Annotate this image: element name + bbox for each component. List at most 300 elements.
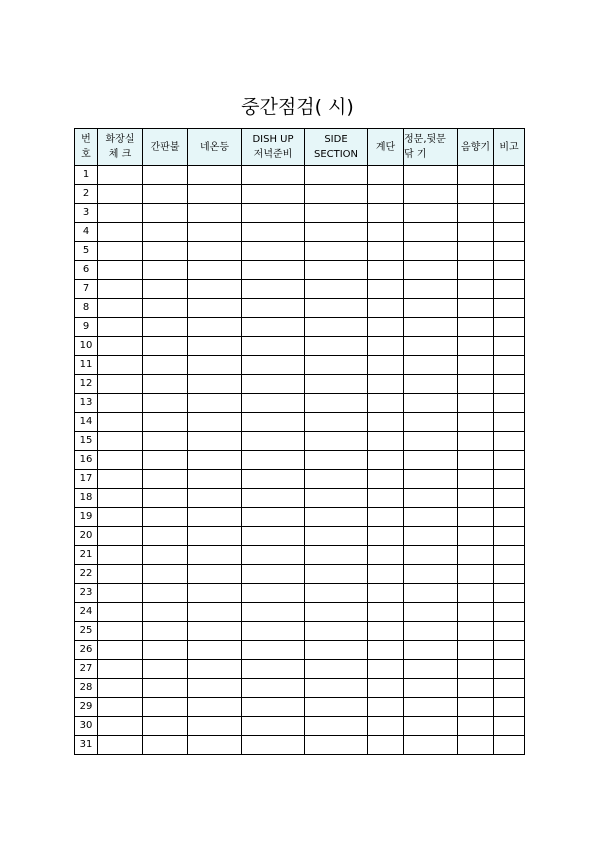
check-cell[interactable] — [143, 470, 188, 489]
check-cell[interactable] — [143, 717, 188, 736]
check-cell[interactable] — [404, 318, 458, 337]
check-cell[interactable] — [143, 356, 188, 375]
check-cell[interactable] — [458, 356, 494, 375]
check-cell[interactable] — [368, 204, 404, 223]
check-cell[interactable] — [404, 565, 458, 584]
check-cell[interactable] — [305, 527, 368, 546]
check-cell[interactable] — [368, 375, 404, 394]
check-cell[interactable] — [458, 660, 494, 679]
check-cell[interactable] — [242, 299, 305, 318]
check-cell[interactable] — [143, 660, 188, 679]
check-cell[interactable] — [143, 185, 188, 204]
check-cell[interactable] — [188, 261, 242, 280]
check-cell[interactable] — [458, 736, 494, 755]
table-row — [75, 546, 525, 565]
check-cell[interactable] — [143, 622, 188, 641]
row-number: 13 — [75, 394, 98, 413]
check-cell[interactable] — [368, 432, 404, 451]
check-cell[interactable] — [404, 451, 458, 470]
check-cell[interactable] — [404, 261, 458, 280]
check-cell[interactable] — [458, 622, 494, 641]
check-cell[interactable] — [305, 337, 368, 356]
check-cell[interactable] — [305, 584, 368, 603]
check-cell[interactable] — [242, 223, 305, 242]
check-cell[interactable] — [143, 489, 188, 508]
check-cell[interactable] — [494, 508, 525, 527]
check-cell[interactable] — [368, 489, 404, 508]
check-cell[interactable] — [494, 375, 525, 394]
check-cell[interactable] — [404, 489, 458, 508]
check-cell[interactable] — [242, 698, 305, 717]
check-cell[interactable] — [494, 261, 525, 280]
check-cell[interactable] — [143, 375, 188, 394]
check-cell[interactable] — [494, 394, 525, 413]
check-cell[interactable] — [242, 660, 305, 679]
check-cell[interactable] — [494, 204, 525, 223]
check-cell[interactable] — [458, 242, 494, 261]
check-cell[interactable] — [305, 432, 368, 451]
check-cell[interactable] — [305, 413, 368, 432]
check-cell[interactable] — [188, 736, 242, 755]
check-cell[interactable] — [368, 166, 404, 185]
check-cell[interactable] — [404, 337, 458, 356]
check-cell[interactable] — [404, 413, 458, 432]
check-cell[interactable] — [368, 679, 404, 698]
check-cell[interactable] — [494, 356, 525, 375]
check-cell[interactable] — [188, 489, 242, 508]
check-cell[interactable] — [188, 242, 242, 261]
check-cell[interactable] — [143, 584, 188, 603]
check-cell[interactable] — [242, 622, 305, 641]
check-cell[interactable] — [368, 641, 404, 660]
check-cell[interactable] — [368, 660, 404, 679]
check-cell[interactable] — [143, 508, 188, 527]
check-cell[interactable] — [143, 641, 188, 660]
check-cell[interactable] — [143, 698, 188, 717]
check-cell[interactable] — [305, 356, 368, 375]
check-cell[interactable] — [404, 204, 458, 223]
check-cell[interactable] — [494, 413, 525, 432]
check-cell[interactable] — [242, 451, 305, 470]
check-cell[interactable] — [458, 375, 494, 394]
check-cell[interactable] — [188, 698, 242, 717]
check-cell[interactable] — [305, 223, 368, 242]
check-cell[interactable] — [458, 717, 494, 736]
check-cell[interactable] — [143, 546, 188, 565]
check-cell[interactable] — [143, 603, 188, 622]
check-cell[interactable] — [404, 679, 458, 698]
check-cell[interactable] — [98, 432, 143, 451]
check-cell[interactable] — [98, 394, 143, 413]
check-cell[interactable] — [305, 717, 368, 736]
check-cell[interactable] — [494, 318, 525, 337]
check-cell[interactable] — [143, 166, 188, 185]
check-cell[interactable] — [98, 318, 143, 337]
check-cell[interactable] — [188, 356, 242, 375]
check-cell[interactable] — [368, 356, 404, 375]
check-cell[interactable] — [242, 375, 305, 394]
check-cell[interactable] — [305, 698, 368, 717]
check-cell[interactable] — [494, 470, 525, 489]
check-cell[interactable] — [404, 603, 458, 622]
check-cell[interactable] — [458, 299, 494, 318]
check-cell[interactable] — [305, 470, 368, 489]
check-cell[interactable] — [368, 470, 404, 489]
check-cell[interactable] — [143, 337, 188, 356]
table-row — [75, 660, 525, 679]
check-cell[interactable] — [368, 318, 404, 337]
check-cell[interactable] — [305, 546, 368, 565]
check-cell[interactable] — [404, 280, 458, 299]
table-row — [75, 280, 525, 299]
check-cell[interactable] — [188, 508, 242, 527]
check-cell[interactable] — [404, 185, 458, 204]
header-restroom-check — [98, 129, 143, 166]
check-cell[interactable] — [143, 432, 188, 451]
check-cell[interactable] — [305, 318, 368, 337]
check-cell[interactable] — [242, 261, 305, 280]
check-cell[interactable] — [188, 546, 242, 565]
check-cell[interactable] — [98, 565, 143, 584]
check-cell[interactable] — [305, 185, 368, 204]
check-cell[interactable] — [368, 394, 404, 413]
check-cell[interactable] — [458, 546, 494, 565]
check-cell[interactable] — [368, 261, 404, 280]
check-cell[interactable] — [494, 698, 525, 717]
check-cell[interactable] — [98, 261, 143, 280]
check-cell[interactable] — [143, 299, 188, 318]
check-cell[interactable] — [305, 736, 368, 755]
check-cell[interactable] — [404, 622, 458, 641]
check-cell[interactable] — [368, 736, 404, 755]
table-row — [75, 356, 525, 375]
check-cell[interactable] — [188, 603, 242, 622]
check-cell[interactable] — [188, 565, 242, 584]
check-cell[interactable] — [404, 166, 458, 185]
check-cell[interactable] — [98, 489, 143, 508]
check-cell[interactable] — [458, 280, 494, 299]
check-cell[interactable] — [98, 622, 143, 641]
check-cell[interactable] — [305, 394, 368, 413]
check-cell[interactable] — [242, 679, 305, 698]
check-cell[interactable] — [368, 527, 404, 546]
check-cell[interactable] — [494, 280, 525, 299]
check-cell[interactable] — [242, 242, 305, 261]
check-cell[interactable] — [494, 166, 525, 185]
check-cell[interactable] — [368, 299, 404, 318]
check-cell[interactable] — [242, 470, 305, 489]
check-cell[interactable] — [143, 413, 188, 432]
row-number: 22 — [75, 565, 98, 584]
check-cell[interactable] — [242, 736, 305, 755]
header-label: 저녁준비 — [253, 149, 293, 160]
check-cell[interactable] — [98, 356, 143, 375]
check-cell[interactable] — [458, 223, 494, 242]
check-cell[interactable] — [143, 204, 188, 223]
check-cell[interactable] — [143, 318, 188, 337]
check-cell[interactable] — [242, 394, 305, 413]
table-row — [75, 603, 525, 622]
check-cell[interactable] — [494, 451, 525, 470]
check-cell[interactable] — [368, 223, 404, 242]
check-cell[interactable] — [494, 660, 525, 679]
check-cell[interactable] — [188, 660, 242, 679]
check-cell[interactable] — [188, 204, 242, 223]
check-cell[interactable] — [305, 565, 368, 584]
check-cell[interactable] — [188, 299, 242, 318]
check-cell[interactable] — [494, 242, 525, 261]
check-cell[interactable] — [242, 603, 305, 622]
row-number: 15 — [75, 432, 98, 451]
check-cell[interactable] — [143, 565, 188, 584]
check-cell[interactable] — [188, 413, 242, 432]
check-cell[interactable] — [98, 166, 143, 185]
check-cell[interactable] — [404, 527, 458, 546]
check-cell[interactable] — [188, 394, 242, 413]
check-cell[interactable] — [188, 641, 242, 660]
check-cell[interactable] — [494, 565, 525, 584]
check-cell[interactable] — [494, 546, 525, 565]
check-cell[interactable] — [305, 451, 368, 470]
check-cell[interactable] — [242, 318, 305, 337]
check-cell[interactable] — [188, 166, 242, 185]
check-cell[interactable] — [305, 679, 368, 698]
check-cell[interactable] — [305, 622, 368, 641]
check-cell[interactable] — [458, 489, 494, 508]
check-cell[interactable] — [242, 546, 305, 565]
check-cell[interactable] — [242, 204, 305, 223]
check-cell[interactable] — [458, 470, 494, 489]
check-cell[interactable] — [242, 641, 305, 660]
check-cell[interactable] — [368, 603, 404, 622]
check-cell[interactable] — [188, 717, 242, 736]
check-cell[interactable] — [143, 527, 188, 546]
check-cell[interactable] — [368, 280, 404, 299]
check-cell[interactable] — [368, 337, 404, 356]
check-cell[interactable] — [242, 584, 305, 603]
check-cell[interactable] — [143, 280, 188, 299]
check-cell[interactable] — [458, 584, 494, 603]
check-cell[interactable] — [458, 261, 494, 280]
row-number: 5 — [75, 242, 98, 261]
check-cell[interactable] — [242, 489, 305, 508]
check-cell[interactable] — [188, 451, 242, 470]
check-cell[interactable] — [98, 660, 143, 679]
check-cell[interactable] — [494, 603, 525, 622]
check-cell[interactable] — [494, 736, 525, 755]
check-cell[interactable] — [98, 717, 143, 736]
check-cell[interactable] — [368, 584, 404, 603]
check-cell[interactable] — [305, 603, 368, 622]
check-cell[interactable] — [494, 527, 525, 546]
check-cell[interactable] — [305, 166, 368, 185]
check-cell[interactable] — [188, 527, 242, 546]
check-cell[interactable] — [98, 375, 143, 394]
check-cell[interactable] — [98, 451, 143, 470]
check-cell[interactable] — [242, 508, 305, 527]
check-cell[interactable] — [458, 451, 494, 470]
check-cell[interactable] — [98, 185, 143, 204]
check-cell[interactable] — [368, 546, 404, 565]
check-cell[interactable] — [494, 584, 525, 603]
check-cell[interactable] — [458, 527, 494, 546]
row-number: 21 — [75, 546, 98, 565]
check-cell[interactable] — [305, 261, 368, 280]
check-cell[interactable] — [188, 280, 242, 299]
check-cell[interactable] — [404, 736, 458, 755]
check-cell[interactable] — [188, 223, 242, 242]
check-cell[interactable] — [494, 641, 525, 660]
table-row — [75, 565, 525, 584]
check-cell[interactable] — [404, 432, 458, 451]
check-cell[interactable] — [458, 166, 494, 185]
header-label: DISH UP — [252, 134, 294, 145]
check-cell[interactable] — [188, 584, 242, 603]
check-cell[interactable] — [305, 204, 368, 223]
check-cell[interactable] — [458, 698, 494, 717]
check-cell[interactable] — [188, 622, 242, 641]
check-cell[interactable] — [98, 242, 143, 261]
check-cell[interactable] — [242, 527, 305, 546]
check-cell[interactable] — [404, 717, 458, 736]
check-cell[interactable] — [494, 679, 525, 698]
check-cell[interactable] — [494, 622, 525, 641]
check-cell[interactable] — [368, 185, 404, 204]
check-cell[interactable] — [458, 185, 494, 204]
check-cell[interactable] — [188, 375, 242, 394]
check-cell[interactable] — [143, 394, 188, 413]
check-cell[interactable] — [242, 413, 305, 432]
check-cell[interactable] — [98, 603, 143, 622]
check-cell[interactable] — [98, 679, 143, 698]
check-cell[interactable] — [368, 451, 404, 470]
check-cell[interactable] — [143, 261, 188, 280]
check-cell[interactable] — [242, 356, 305, 375]
check-cell[interactable] — [242, 337, 305, 356]
check-cell[interactable] — [494, 299, 525, 318]
check-cell[interactable] — [368, 717, 404, 736]
check-cell[interactable] — [458, 204, 494, 223]
check-cell[interactable] — [494, 489, 525, 508]
table-body — [75, 166, 525, 755]
check-cell[interactable] — [404, 660, 458, 679]
check-cell[interactable] — [98, 470, 143, 489]
check-cell[interactable] — [404, 394, 458, 413]
check-cell[interactable] — [188, 679, 242, 698]
check-cell[interactable] — [188, 185, 242, 204]
check-cell[interactable] — [242, 280, 305, 299]
check-cell[interactable] — [143, 451, 188, 470]
check-cell[interactable] — [188, 318, 242, 337]
check-cell[interactable] — [404, 641, 458, 660]
check-cell[interactable] — [404, 584, 458, 603]
check-cell[interactable] — [98, 508, 143, 527]
check-cell[interactable] — [368, 698, 404, 717]
check-cell[interactable] — [404, 375, 458, 394]
check-cell[interactable] — [458, 508, 494, 527]
check-cell[interactable] — [98, 299, 143, 318]
check-cell[interactable] — [368, 413, 404, 432]
check-cell[interactable] — [305, 299, 368, 318]
check-cell[interactable] — [188, 470, 242, 489]
check-cell[interactable] — [368, 242, 404, 261]
check-cell[interactable] — [458, 394, 494, 413]
check-cell[interactable] — [305, 660, 368, 679]
check-cell[interactable] — [98, 413, 143, 432]
table-row — [75, 508, 525, 527]
table-row — [75, 185, 525, 204]
check-cell[interactable] — [494, 223, 525, 242]
check-cell[interactable] — [404, 470, 458, 489]
check-cell[interactable] — [458, 413, 494, 432]
check-cell[interactable] — [404, 356, 458, 375]
check-cell[interactable] — [242, 185, 305, 204]
check-cell[interactable] — [458, 641, 494, 660]
check-cell[interactable] — [404, 242, 458, 261]
check-cell[interactable] — [242, 166, 305, 185]
check-cell[interactable] — [494, 717, 525, 736]
check-cell[interactable] — [458, 565, 494, 584]
check-cell[interactable] — [143, 242, 188, 261]
check-cell[interactable] — [458, 603, 494, 622]
check-cell[interactable] — [305, 489, 368, 508]
check-cell[interactable] — [404, 299, 458, 318]
header-side-section — [305, 129, 368, 166]
check-cell[interactable] — [98, 736, 143, 755]
check-cell[interactable] — [368, 622, 404, 641]
page-title: 중간점검( 시) — [241, 96, 354, 118]
table-row — [75, 451, 525, 470]
check-cell[interactable] — [404, 546, 458, 565]
check-cell[interactable] — [188, 337, 242, 356]
check-cell[interactable] — [143, 679, 188, 698]
check-cell[interactable] — [98, 223, 143, 242]
check-cell[interactable] — [98, 337, 143, 356]
check-cell[interactable] — [98, 641, 143, 660]
check-cell[interactable] — [188, 432, 242, 451]
check-cell[interactable] — [368, 508, 404, 527]
check-cell[interactable] — [305, 375, 368, 394]
check-cell[interactable] — [143, 223, 188, 242]
check-cell[interactable] — [458, 318, 494, 337]
check-cell[interactable] — [404, 223, 458, 242]
check-cell[interactable] — [98, 280, 143, 299]
check-cell[interactable] — [305, 641, 368, 660]
check-cell[interactable] — [305, 508, 368, 527]
check-cell[interactable] — [98, 204, 143, 223]
check-cell[interactable] — [305, 280, 368, 299]
check-cell[interactable] — [458, 337, 494, 356]
row-number: 25 — [75, 622, 98, 641]
check-cell[interactable] — [458, 679, 494, 698]
check-cell[interactable] — [305, 242, 368, 261]
check-cell[interactable] — [368, 565, 404, 584]
check-cell[interactable] — [404, 698, 458, 717]
check-cell[interactable] — [143, 736, 188, 755]
check-cell[interactable] — [98, 698, 143, 717]
check-cell[interactable] — [242, 717, 305, 736]
check-cell[interactable] — [98, 527, 143, 546]
check-cell[interactable] — [494, 432, 525, 451]
check-cell[interactable] — [242, 565, 305, 584]
check-cell[interactable] — [98, 584, 143, 603]
check-cell[interactable] — [458, 432, 494, 451]
check-cell[interactable] — [494, 337, 525, 356]
check-cell[interactable] — [494, 185, 525, 204]
check-cell[interactable] — [98, 546, 143, 565]
check-cell[interactable] — [404, 508, 458, 527]
check-cell[interactable] — [242, 432, 305, 451]
